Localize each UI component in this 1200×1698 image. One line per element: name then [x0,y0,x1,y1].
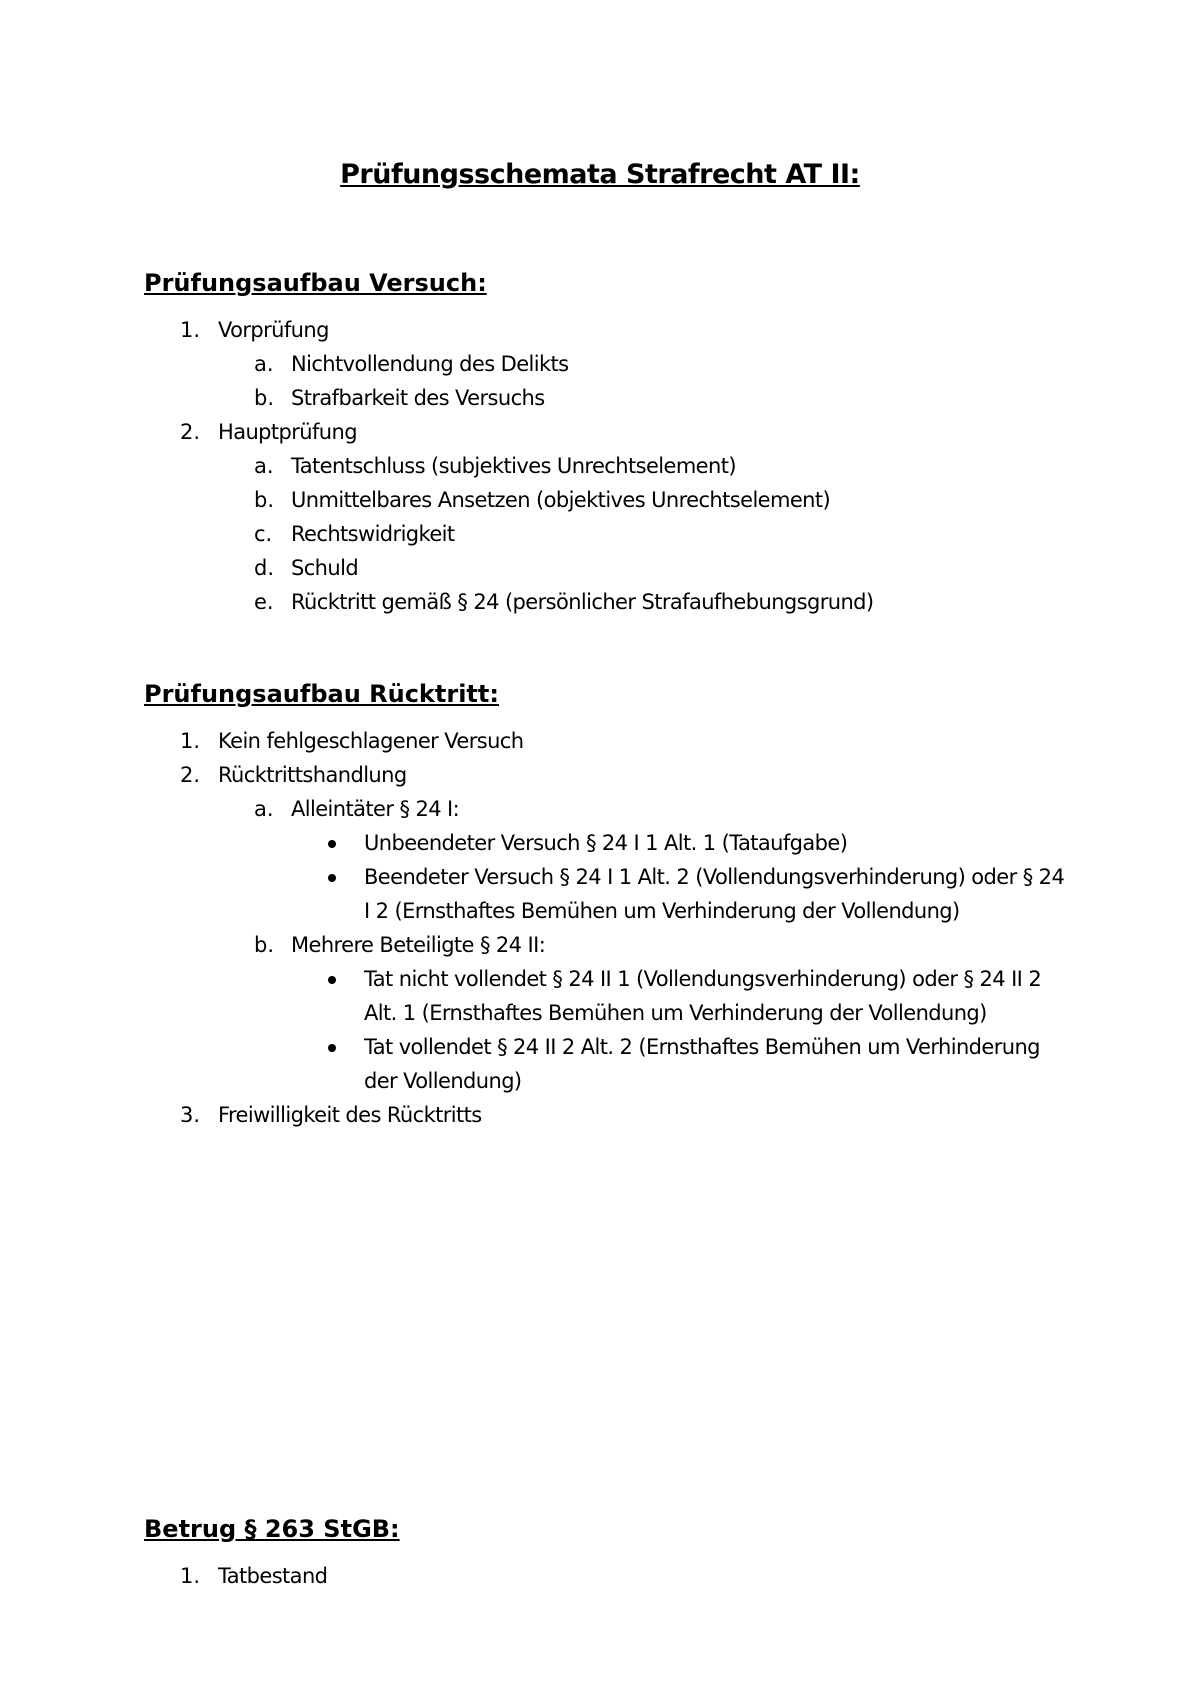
list-item: Freiwilligkeit des Rücktritts [218,1103,482,1127]
list-item: Alleintäter § 24 I: [291,797,460,821]
list-number: 2. [180,763,201,787]
list-letter: b. [254,386,275,410]
bullet-item: Tat nicht vollendet § 24 II 1 (Vollendungsverhinderung) oder § 24 II 2 [364,967,1042,991]
list-item: Hauptprüfung [218,420,357,444]
list-letter: c. [254,522,273,546]
list-item: Rechtswidrigkeit [291,522,455,546]
list-item: Rücktrittshandlung [218,763,407,787]
bullet-item-continuation: Alt. 1 (Ernsthaftes Bemühen um Verhinderung der Vollendung) [364,1001,987,1025]
list-item: Mehrere Beteiligte § 24 II: [291,933,546,957]
list-item: Tatentschluss (subjektives Unrechtselement) [291,454,736,478]
list-letter: d. [254,556,275,580]
list-number: 3. [180,1103,201,1127]
list-letter: a. [254,454,274,478]
bullet-item-continuation: der Vollendung) [364,1069,522,1093]
bullet-dot [328,840,336,848]
bullet-item: Tat vollendet § 24 II 2 Alt. 2 (Ernsthaftes Bemühen um Verhinderung [364,1035,1040,1059]
section-heading-betrug: Betrug § 263 StGB: [144,1515,400,1543]
list-item: Rücktritt gemäß § 24 (persönlicher Strafaufhebungsgrund) [291,590,874,614]
bullet-item: Unbeendeter Versuch § 24 I 1 Alt. 1 (Tataufgabe) [364,831,848,855]
list-letter: e. [254,590,274,614]
section-heading-versuch: Prüfungsaufbau Versuch: [144,269,487,297]
list-item: Tatbestand [218,1564,328,1588]
list-letter: b. [254,933,275,957]
list-item: Nichtvollendung des Delikts [291,352,569,376]
bullet-dot [328,1044,336,1052]
list-item: Vorprüfung [218,318,329,342]
bullet-dot [328,976,336,984]
list-letter: a. [254,797,274,821]
section-heading-ruecktritt: Prüfungsaufbau Rücktritt: [144,680,499,708]
list-letter: b. [254,488,275,512]
list-number: 1. [180,729,201,753]
list-item: Unmittelbares Ansetzen (objektives Unrechtselement) [291,488,831,512]
list-item: Strafbarkeit des Versuchs [291,386,545,410]
list-item: Kein fehlgeschlagener Versuch [218,729,524,753]
document-title: Prüfungsschemata Strafrecht AT II: [340,159,860,190]
bullet-item-continuation: I 2 (Ernsthaftes Bemühen um Verhinderung der Vollendung) [364,899,960,923]
list-number: 2. [180,420,201,444]
bullet-dot [328,874,336,882]
list-item: Schuld [291,556,359,580]
bullet-item: Beendeter Versuch § 24 I 1 Alt. 2 (Vollendungsverhinderung) oder § 24 [364,865,1065,889]
list-number: 1. [180,1564,201,1588]
list-letter: a. [254,352,274,376]
list-number: 1. [180,318,201,342]
